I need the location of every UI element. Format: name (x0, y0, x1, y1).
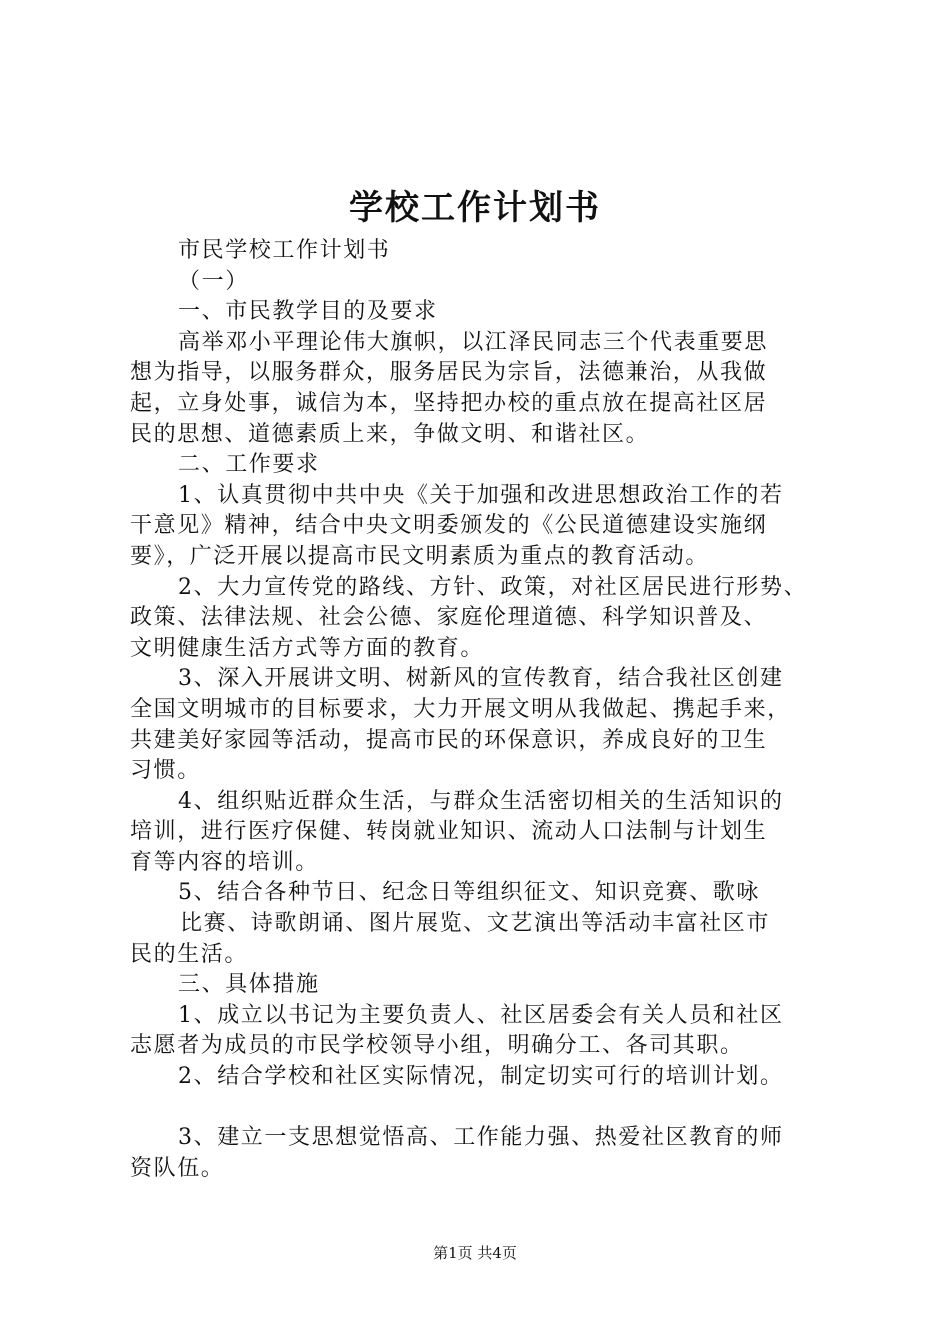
body-line: 政策、法律法规、社会公德、家庭伦理道德、科学知识普及、 (130, 605, 768, 631)
document-title: 学校工作计划书 (349, 188, 601, 228)
body-line: 起，立身处事，诚信为本，坚持把办校的重点放在提高社区居 (130, 390, 768, 416)
body-line (130, 1093, 840, 1124)
body-line: 育等内容的培训。 (130, 849, 319, 875)
body-line: 民的生活。 (130, 941, 249, 967)
body-line: 1、成立以书记为主要负责人、社区居委会有关人员和社区 (178, 1002, 784, 1028)
document-body (130, 236, 840, 1184)
body-line: 民的思想、道德素质上来，争做文明、和谐社区。 (130, 421, 650, 447)
body-line: 4、组织贴近群众生活，与群众生活密切相关的生活知识的 (178, 788, 784, 814)
body-line: 志愿者为成员的市民学校领导小组，明确分工、各司其职。 (130, 1033, 744, 1059)
body-line: 文明健康生活方式等方面的教育。 (130, 635, 485, 661)
body-line: 3、深入开展讲文明、树新风的宣传教育，结合我社区创建 (178, 666, 784, 692)
page-number-footer: 第1页 共4页 (433, 1244, 517, 1262)
body-line: 一、市民教学目的及要求 (178, 299, 438, 325)
body-line: 1、认真贯彻中共中央《关于加强和改进思想政治工作的若 (178, 482, 784, 508)
body-line: 高举邓小平理论伟大旗帜，以江泽民同志三个代表重要思 (178, 329, 769, 355)
body-line: 全国文明城市的目标要求，大力开展文明从我做起、携起手来， (130, 696, 791, 722)
body-line: 干意见》精神，结合中央文明委颁发的《公民道德建设实施纲 (130, 513, 768, 539)
body-line: 5、结合各种节日、纪念日等组织征文、知识竞赛、歌咏 (178, 880, 760, 906)
body-line: 市民学校工作计划书 (178, 238, 391, 263)
body-line: 想为指导，以服务群众，服务居民为宗旨，法德兼治，从我做 (130, 360, 768, 386)
body-line: 3、建立一支思想觉悟高、工作能力强、热爱社区教育的师 (178, 1125, 784, 1151)
body-line: 共建美好家园等活动，提高市民的环保意识，养成良好的卫生 (130, 727, 768, 753)
body-line: 资队伍。 (130, 1155, 225, 1181)
body-line: （一） (178, 268, 249, 294)
body-line: 二、工作要求 (178, 452, 320, 478)
body-line: 比赛、诗歌朗诵、图片展览、文艺演出等活动丰富社区市 (180, 911, 771, 937)
body-line: 2、大力宣传党的路线、方针、政策，对社区居民进行形势、 (178, 574, 808, 600)
body-line: 三、具体措施 (178, 972, 320, 998)
body-line: 2、结合学校和社区实际情况，制定切实可行的培训计划。 (178, 1064, 784, 1090)
body-line: 习惯。 (130, 758, 201, 784)
body-line: 培训，进行医疗保健、转岗就业知识、流动人口法制与计划生 (130, 819, 768, 845)
body-line: 要》，广泛开展以提高市民文明素质为重点的教育活动。 (130, 543, 710, 569)
